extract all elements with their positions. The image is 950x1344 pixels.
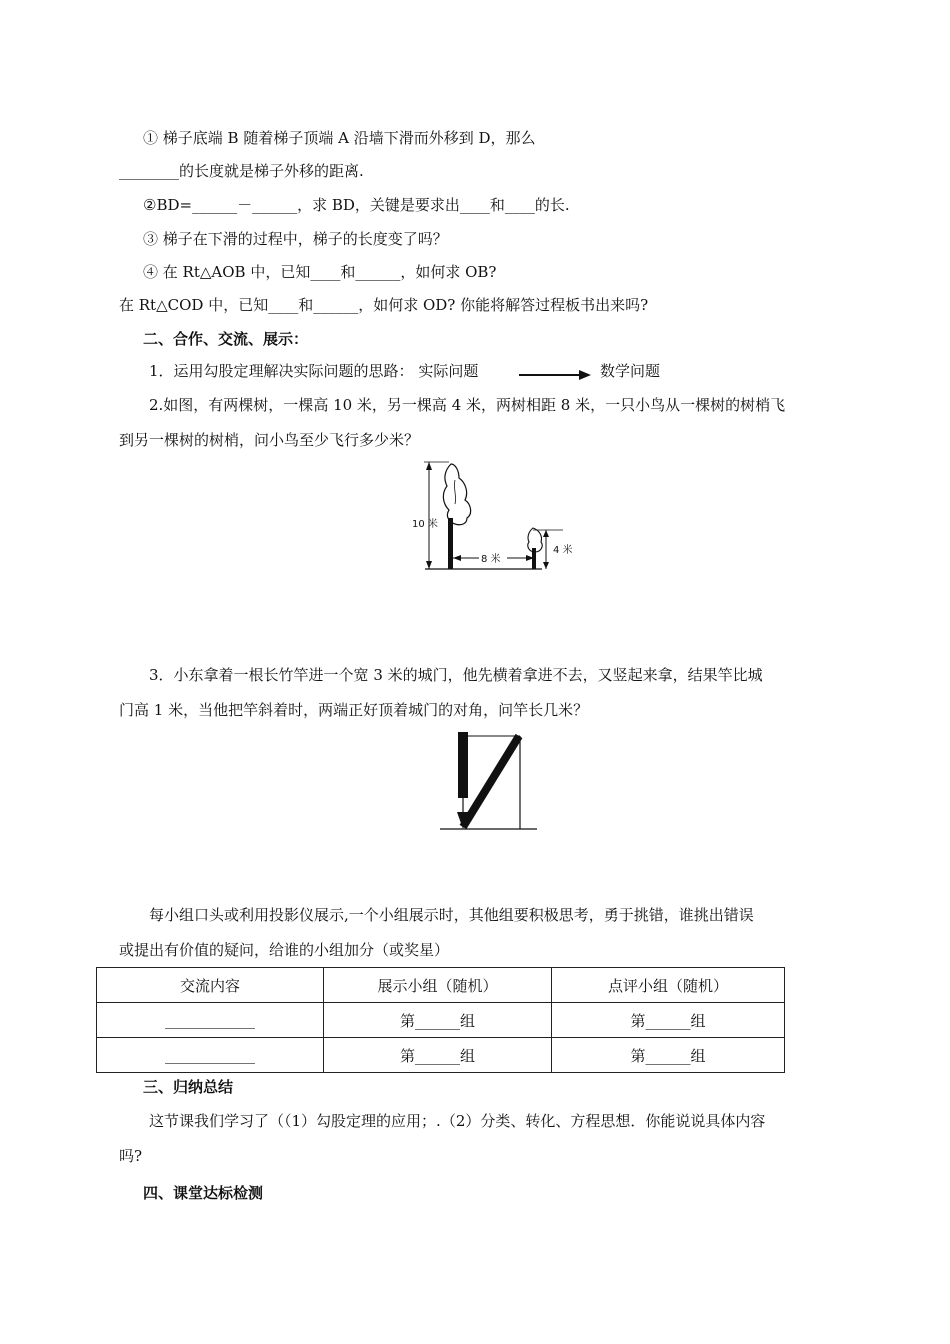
summary-line-2: 吗? bbox=[119, 1147, 143, 1165]
table-header: 交流内容 bbox=[97, 968, 324, 1003]
item-1-target: 数学问题 bbox=[600, 362, 661, 380]
section-4-heading: 四、课堂达标检测 bbox=[143, 1184, 264, 1202]
question-line-3: ②BD=______－______，求 BD，关键是要求出____和____的长. bbox=[143, 196, 570, 214]
item-1-text: 1．运用勾股定理解决实际问题的思路： 实际问题 bbox=[149, 362, 479, 380]
question-line-2: ________的长度就是梯子外移的距离. bbox=[119, 162, 364, 180]
exchange-table bbox=[96, 967, 785, 1073]
item-2-line-2: 到另一棵树的树梢，问小鸟至少飞行多少米？ bbox=[119, 431, 420, 449]
table-cell[interactable]: 第______组 bbox=[552, 1038, 785, 1073]
question-line-1: ① 梯子底端 B 随着梯子顶端 A 沿墙下滑而外移到 D，那么 bbox=[143, 129, 536, 147]
two-trees-figure bbox=[405, 458, 585, 578]
question-line-6: 在 Rt△COD 中，已知____和______，如何求 OD? 你能将解答过程板书出来吗? bbox=[119, 296, 649, 314]
table-row bbox=[97, 1038, 785, 1073]
item-2-line-1: 2.如图，有两棵树，一棵高 10 米，另一棵高 4 米，两树相距 8 米，一只小鸟从一棵树的树梢飞 bbox=[149, 396, 786, 414]
table-row bbox=[97, 1003, 785, 1038]
table-cell[interactable]: 第______组 bbox=[552, 1003, 785, 1038]
table-header-row bbox=[97, 968, 785, 1003]
question-line-4: ③ 梯子在下滑的过程中，梯子的长度变了吗？ bbox=[143, 230, 448, 248]
table-header: 点评小组（随机） bbox=[552, 968, 785, 1003]
table-cell[interactable]: 第______组 bbox=[324, 1003, 552, 1038]
summary-line-1: 这节课我们学习了（（1）勾股定理的应用；.（2）分类、转化、方程思想．你能说说具体内容 bbox=[149, 1112, 766, 1130]
question-line-5: ④ 在 Rt△AOB 中，已知____和______，如何求 OB? bbox=[143, 263, 497, 281]
short-tree-label: 4 米 bbox=[553, 545, 573, 556]
table-cell[interactable]: ____________ bbox=[97, 1038, 324, 1073]
show-line-2: 或提出有价值的疑问，给谁的小组加分（或奖星） bbox=[119, 941, 450, 959]
city-gate-figure bbox=[440, 728, 540, 834]
show-line-1: 每小组口头或利用投影仪展示,一个小组展示时，其他组要积极思考，勇于挑错，谁挑出错误 bbox=[149, 906, 754, 924]
section-3-heading: 三、归纳总结 bbox=[143, 1078, 234, 1096]
item-3-line-1: 3．小东拿着一根长竹竿进一个宽 3 米的城门，他先横着拿进不去，又竖起来拿，结果竿比城 bbox=[149, 666, 763, 684]
table-cell[interactable]: 第______组 bbox=[324, 1038, 552, 1073]
item-3-line-2: 门高 1 米，当他把竿斜着时，两端正好顶着城门的对角，问竿长几米？ bbox=[119, 701, 589, 719]
section-2-heading: 二、合作、交流、展示： bbox=[143, 330, 309, 348]
table-cell[interactable]: ____________ bbox=[97, 1003, 324, 1038]
tall-tree-label: 10 米 bbox=[412, 519, 438, 530]
arrow-icon bbox=[519, 366, 591, 382]
table-header: 展示小组（随机） bbox=[324, 968, 552, 1003]
distance-label: 8 米 bbox=[481, 554, 501, 565]
